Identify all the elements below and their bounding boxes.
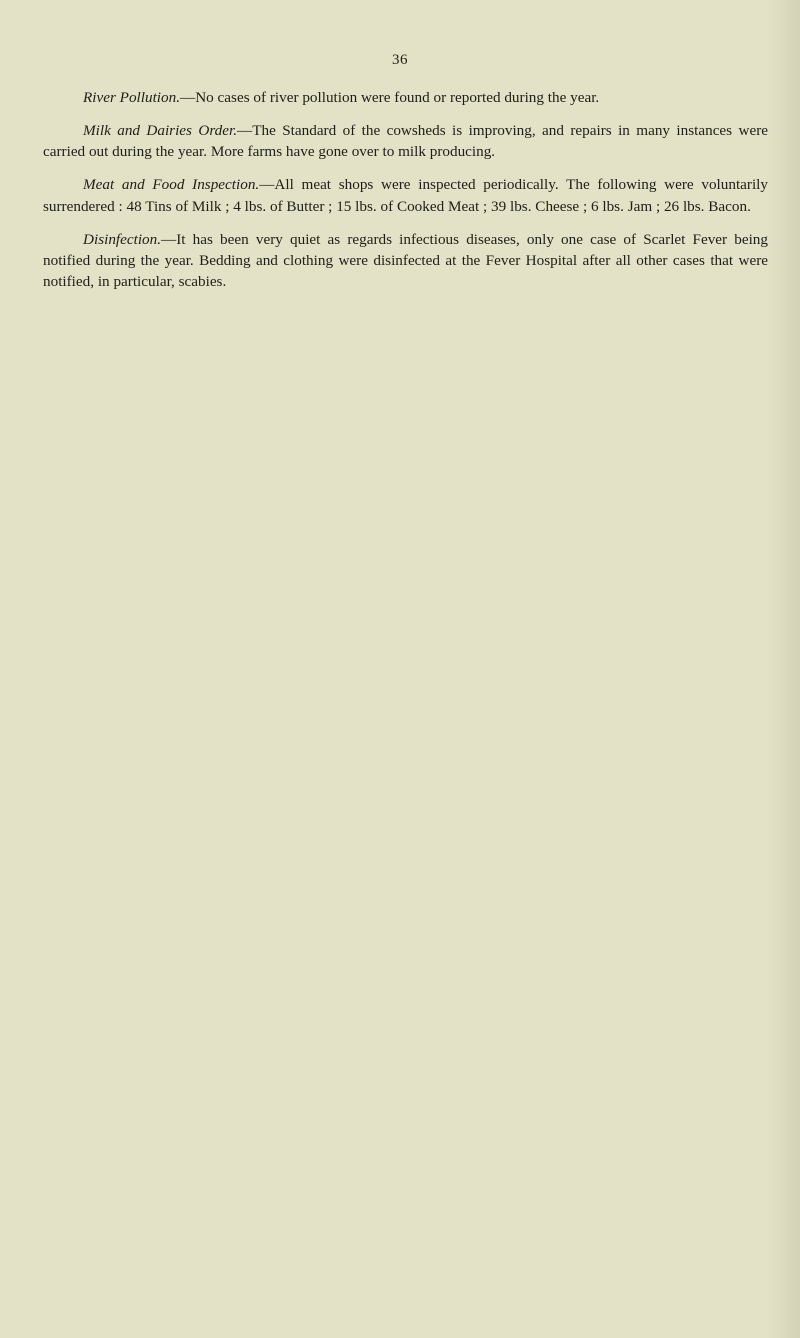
paragraph-disinfection (43, 229, 768, 293)
paragraph-text: —The Standard of the cowsheds is improving, and repairs in many instances were carried out during the year. More farms have gone over to milk producing. (43, 121, 768, 161)
paragraph-text: —It has been very quiet as regards infectious diseases, only one case of Scarlet Fever being notified during the year. Bedding and clothing were disinfected at the Fever Hospital after all other cases that were notified, in particular, scabies. (43, 230, 768, 291)
paragraph-heading: Milk and Dairies Order. (83, 121, 238, 139)
paragraph-meat-food-inspection (43, 174, 768, 217)
page-number: 36 (392, 52, 408, 68)
paragraph-text: —No cases of river pollution were found or reported during the year. (180, 89, 600, 106)
paragraph-heading: River Pollution. (83, 89, 181, 106)
paragraph-heading: Disinfection. (83, 230, 162, 248)
paragraph-milk-dairies (43, 120, 768, 163)
paragraph-river-pollution (43, 87, 768, 108)
paragraph-heading: Meat and Food Inspection. (83, 176, 260, 194)
paragraph-text: —All meat shops were inspected periodically. The following were voluntarily surrendered : 48 Tins of Milk ; 4 lbs. of Butter ; 15 lbs. of Cooked Meat ; 39 lbs. Cheese ; 6 lbs. Jam ; 26 lbs. Bacon. (43, 176, 769, 215)
body-text (43, 87, 768, 304)
